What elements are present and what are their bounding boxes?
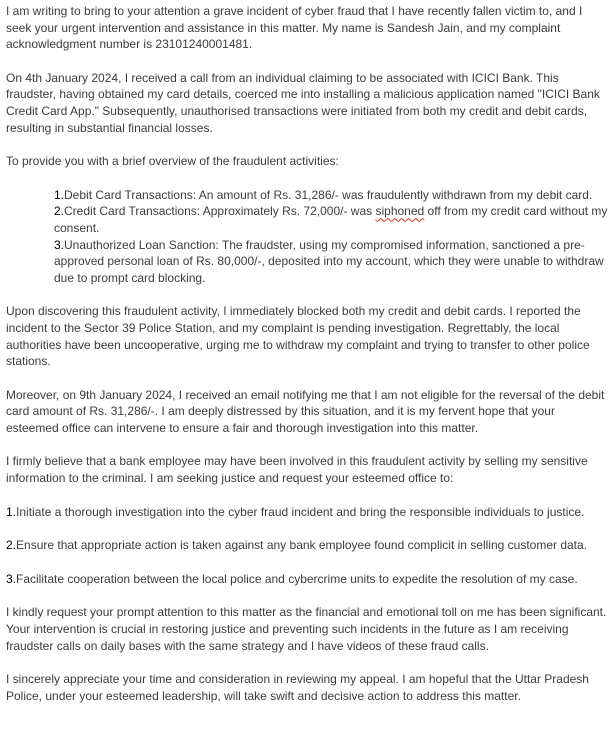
request-item — [6, 571, 609, 588]
list-text: Unauthorized Loan Sanction: The fraudster, using my compromised information, sanctioned a pre-approved personal loan of Rs. 80,000/-, deposited into my account, which they were unable to withdraw due to prompt card blocking. — [54, 237, 604, 285]
closing-paragraph: I sincerely appreciate your time and consideration in reviewing my appeal. I am hopeful that the Uttar Pradesh Police, under your esteemed leadership, will take swift and decisive action to address this matter. — [6, 672, 589, 703]
fraud-activities-list — [54, 187, 609, 287]
list-text: off from my credit card without my consent. — [54, 204, 608, 235]
list-number: 2. — [54, 204, 65, 219]
list-number: 1. — [54, 187, 65, 202]
request-number: 2. — [6, 538, 17, 553]
list-item — [54, 237, 609, 287]
request-number: 3. — [6, 571, 17, 586]
spellcheck-flagged-word[interactable]: siphoned — [375, 204, 425, 219]
overview-intro-paragraph: To provide you with a brief overview of the fraudulent activities: — [6, 154, 339, 169]
list-item — [54, 203, 609, 236]
email-paragraph: Moreover, on 9th January 2024, I received an email notifying me that I am not eligible for the reversal of the debit card amount of Rs. 31,286/-. I am deeply distressed by this situation, and it is my fervent hope that your esteemed office can intervene to ensure a fair and thorough investigation into this matter. — [6, 387, 605, 435]
intro-paragraph: I am writing to bring to your attention a grave incident of cyber fraud that I have recently fallen victim to, and I seek your urgent intervention and assistance in this matter. My name is Sandesh Jain, and my complaint acknowledgment number is 23101240001481. — [6, 4, 583, 52]
list-number: 3. — [54, 237, 65, 252]
request-item — [6, 537, 609, 554]
request-item — [6, 504, 609, 521]
request-text: Ensure that appropriate action is taken against any bank employee found complicit in selling customer data. — [16, 538, 588, 553]
blocked-cards-paragraph: Upon discovering this fraudulent activity, I immediately blocked both my credit and debit cards. I reported the incident to the Sector 39 Police Station, and my complaint is pending investigation. Regrettably, the local authorities have been uncooperative, urging me to withdraw my complaint and trying to transfer to other police stations. — [6, 304, 590, 369]
request-text: Facilitate cooperation between the local police and cybercrime units to expedite the resolution of my case. — [16, 571, 578, 586]
list-text: Credit Card Transactions: Approximately Rs. 72,000/- was — [64, 204, 376, 219]
list-text: Debit Card Transactions: An amount of Rs. 31,286/- was fraudulently withdrawn from my debit card. — [64, 187, 593, 202]
list-item — [54, 187, 609, 204]
belief-paragraph: I firmly believe that a bank employee may have been involved in this fraudulent activity by selling my sensitive information to the criminal. I am seeking justice and request your esteemed office to: — [6, 454, 588, 486]
request-text: Initiate a thorough investigation into the cyber fraud incident and bring the responsible individuals to justice. — [16, 504, 585, 519]
prompt-attention-paragraph: I kindly request your prompt attention to this matter as the financial and emotional toll on me has been significant. Your intervention is crucial in restoring justice and preventing such incidents in the future as I am receiving fraudster calls on daily bases with the same strategy and I have videos of these fraud calls. — [6, 605, 607, 653]
request-number: 1. — [6, 504, 17, 519]
incident-paragraph: On 4th January 2024, I received a call from an individual claiming to be associated with ICICI Bank. This fraudster, having obtained my card details, coerced me into installing a malicious application named "ICICI Bank Credit Card App." Subsequently, unauthorised transactions were initiated from both my credit and debit cards, resulting in substantial financial losses. — [6, 70, 600, 135]
